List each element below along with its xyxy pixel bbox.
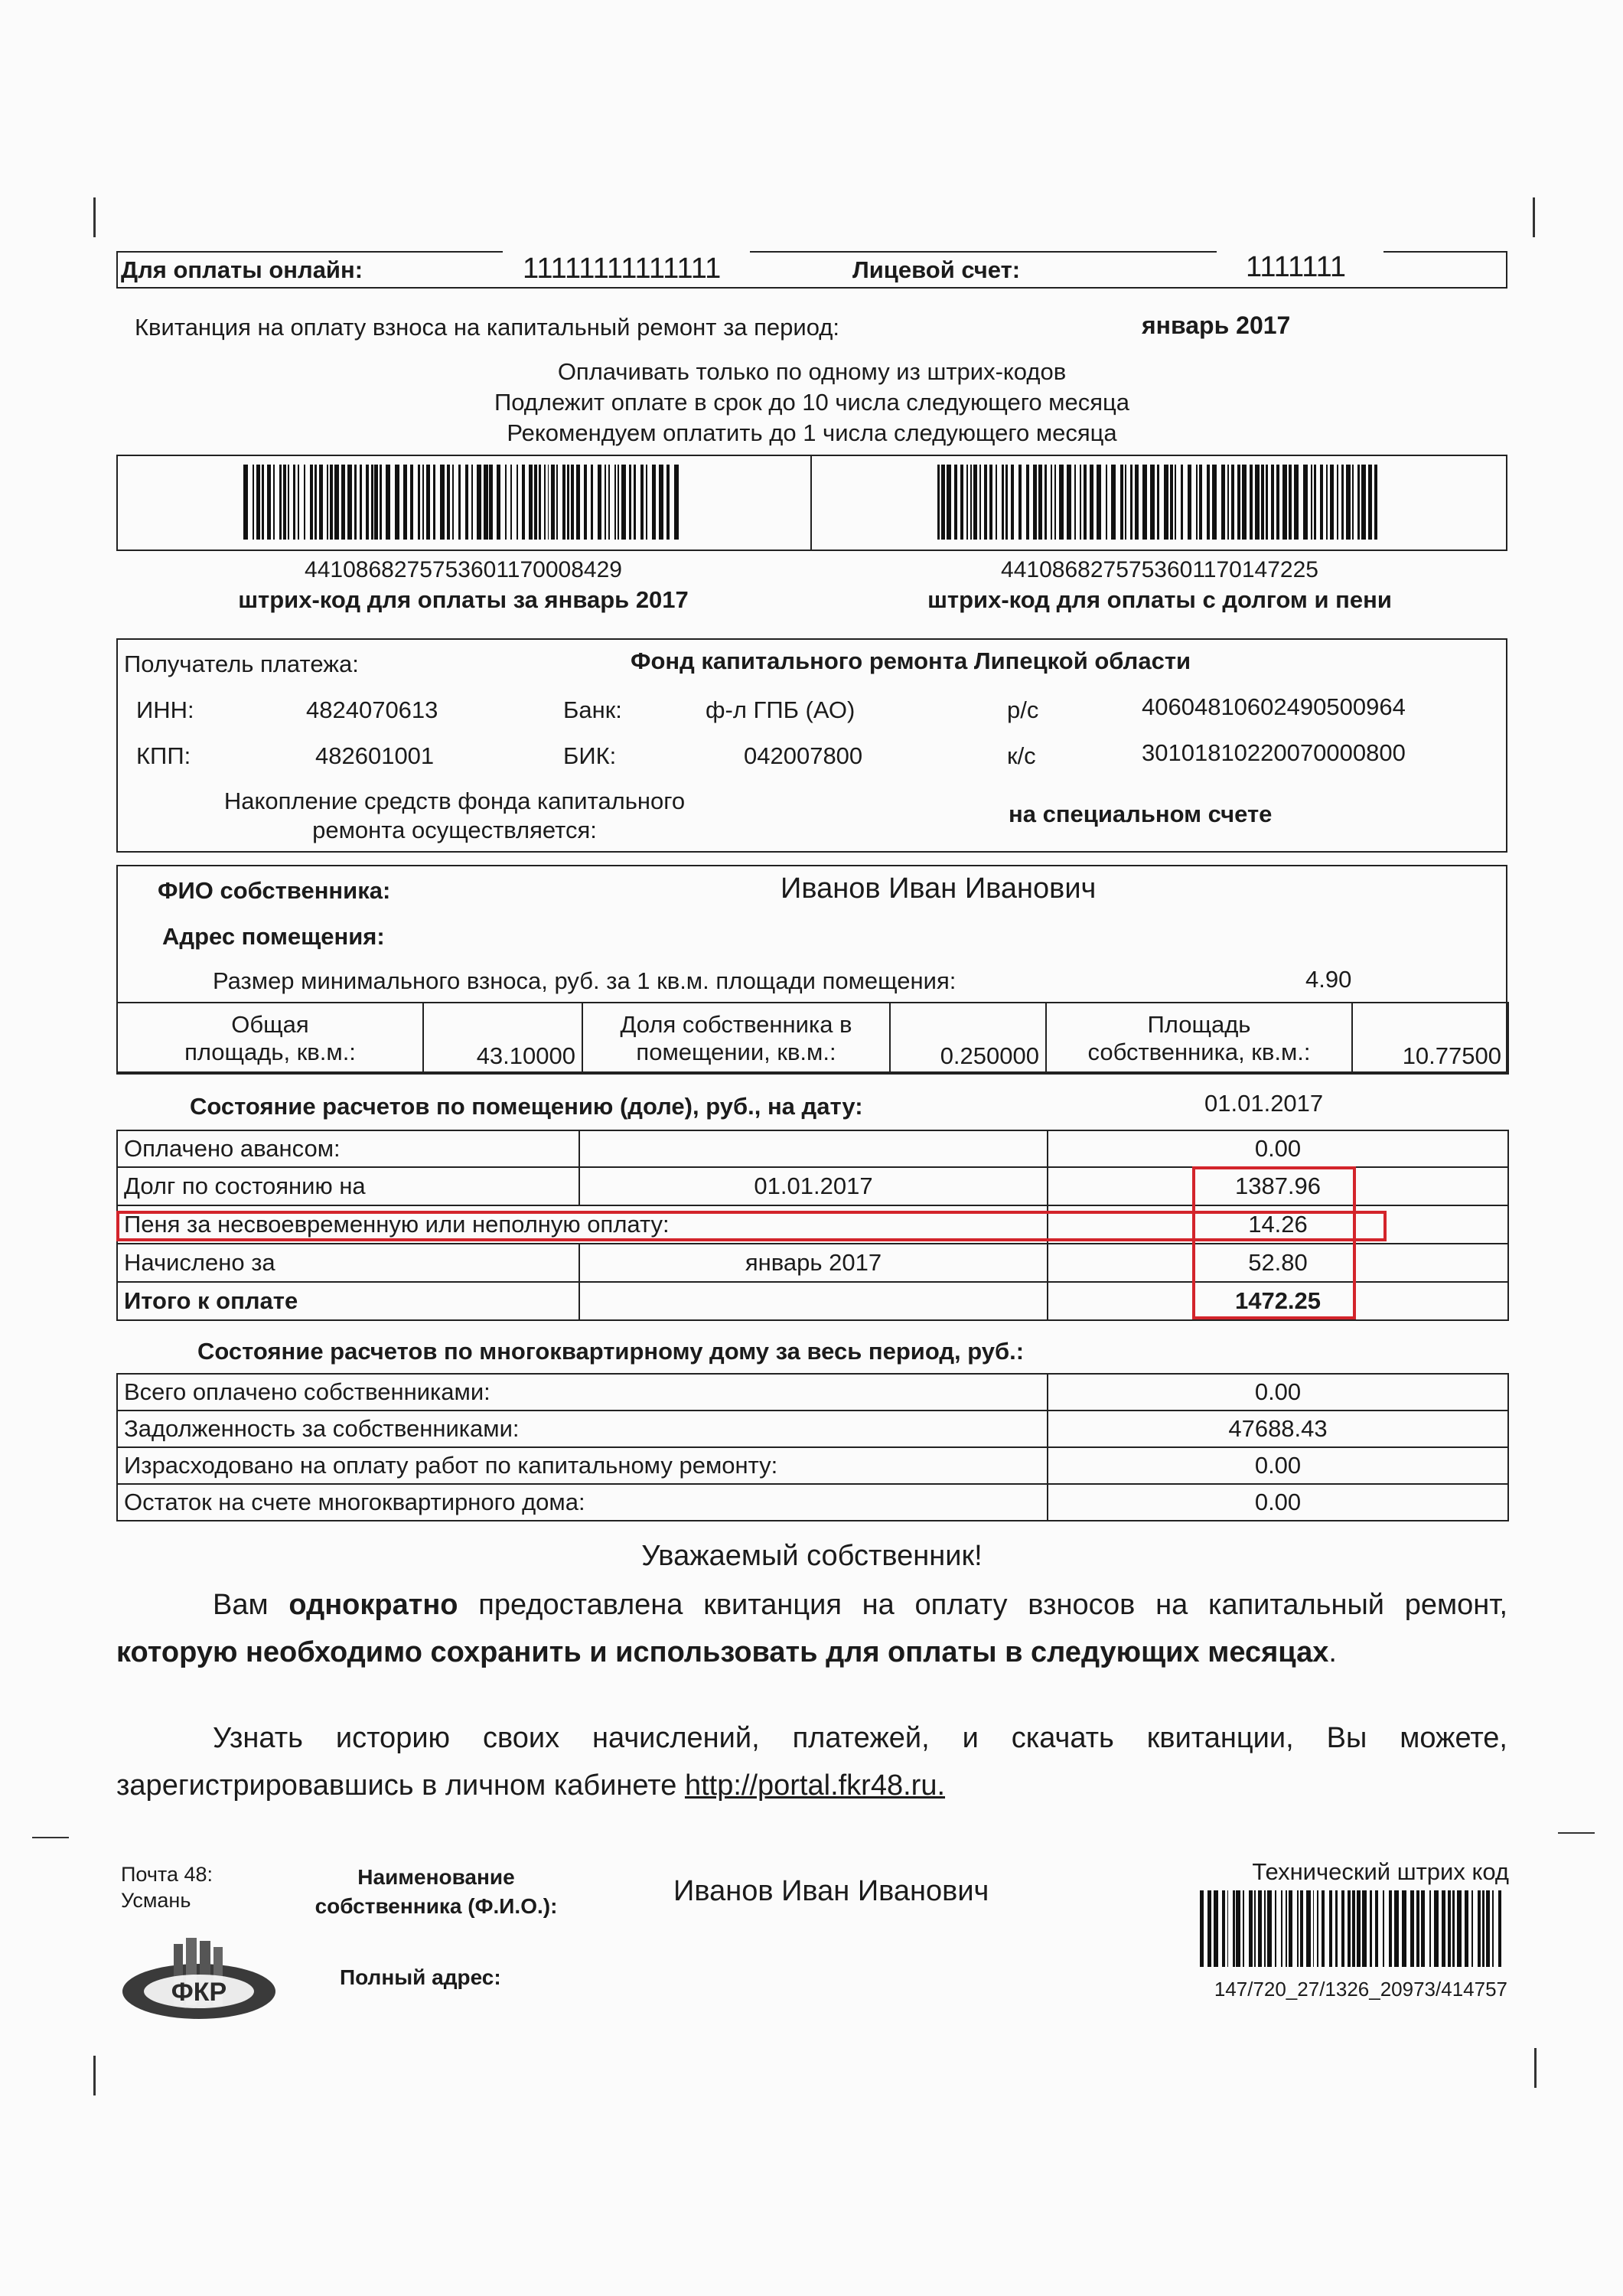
row-mid bbox=[579, 1130, 1048, 1167]
ks-value: 30101810220070000800 bbox=[1142, 739, 1406, 766]
online-label: Для оплаты онлайн: bbox=[121, 256, 363, 283]
owner-name-label-line: Наименование bbox=[357, 1865, 515, 1889]
row-label: Итого к оплате bbox=[117, 1282, 579, 1320]
row-mid bbox=[579, 1282, 1048, 1320]
owner-area-label-line: собственника, кв.м.: bbox=[1087, 1038, 1311, 1065]
technical-barcode bbox=[1200, 1890, 1504, 1967]
registration-mark bbox=[1533, 197, 1535, 237]
footer-owner-name: Иванов Иван Иванович bbox=[673, 1875, 989, 1907]
rs-value: 40604810602490500964 bbox=[1142, 693, 1406, 720]
row-value: 47688.43 bbox=[1048, 1411, 1508, 1447]
instruction-line: Подлежит оплате в срок до 10 числа следующего месяца bbox=[494, 389, 1130, 416]
row-label: Оплачено авансом: bbox=[117, 1130, 579, 1167]
min-fee-label: Размер минимального взноса, руб. за 1 кв.м. площади помещения: bbox=[213, 967, 957, 994]
barcode-bar bbox=[679, 465, 681, 540]
row-mid: январь 2017 bbox=[579, 1244, 1048, 1282]
tech-barcode-number: 147/720_27/1326_20973/414757 bbox=[1214, 1978, 1507, 2001]
barcode-right-number: 4410868275753601170147225 bbox=[1001, 557, 1318, 582]
accumulation-value: на специальном счете bbox=[1009, 801, 1273, 827]
settlement-title: Состояние расчетов по помещению (доле), руб., на дату: bbox=[190, 1093, 863, 1120]
notice-text: Узнать историю своих начислений, платежей, и скачать квитанции, Вы можете, зарегистрировавшись в личном кабинете bbox=[116, 1722, 1507, 1802]
notice-paragraph-1 bbox=[116, 1581, 1507, 1676]
row-value: 52.80 bbox=[1048, 1244, 1508, 1282]
accumulation-label-line: ремонта осуществляется: bbox=[312, 817, 597, 843]
header-top-line bbox=[116, 251, 503, 253]
row-label: Всего оплачено собственниками: bbox=[117, 1374, 1048, 1411]
accumulation-label bbox=[179, 787, 730, 845]
inn-label: ИНН: bbox=[136, 696, 194, 723]
row-value: 14.26 bbox=[1048, 1205, 1508, 1244]
row-value: 1472.25 bbox=[1048, 1282, 1508, 1320]
barcode-right-caption: штрих-код для оплаты с долгом и пени bbox=[927, 586, 1392, 613]
row-value: 1387.96 bbox=[1048, 1167, 1508, 1205]
owner-area-label-line: Площадь bbox=[1147, 1010, 1251, 1038]
ks-label: к/с bbox=[1007, 742, 1036, 769]
table-row bbox=[117, 1447, 1508, 1484]
table-row bbox=[117, 1130, 1508, 1167]
owner-area-label bbox=[1046, 1003, 1352, 1074]
kpp-value: 482601001 bbox=[315, 742, 435, 769]
row-label: Начислено за bbox=[117, 1244, 579, 1282]
barcode-bar bbox=[1501, 1890, 1504, 1967]
row-value: 0.00 bbox=[1048, 1484, 1508, 1521]
bank-value: ф-л ГПБ (АО) bbox=[706, 696, 855, 723]
notice-text: Вам bbox=[213, 1589, 289, 1621]
notice-greeting: Уважаемый собственник! bbox=[641, 1540, 983, 1572]
share-label bbox=[582, 1003, 890, 1074]
registration-mark bbox=[1558, 1832, 1595, 1834]
notice-emphasis: которую необходимо сохранить и использовать для оплаты в следующих месяцах bbox=[116, 1636, 1329, 1668]
post-line: Почта 48: bbox=[121, 1863, 213, 1886]
logo-graphic bbox=[119, 1936, 279, 2020]
building-table bbox=[116, 1373, 1509, 1521]
area-total-label-line: площадь, кв.м.: bbox=[184, 1038, 356, 1065]
period-label: Квитанция на оплату взноса на капитальный ремонт за период: bbox=[135, 314, 839, 341]
bik-value: 042007800 bbox=[744, 742, 863, 769]
highlight-penalty-row bbox=[116, 1211, 1387, 1241]
logo-letters: ФКР bbox=[171, 1978, 227, 2007]
bik-label: БИК: bbox=[563, 742, 617, 769]
table-row bbox=[117, 1374, 1508, 1411]
row-label: Остаток на счете многоквартирного дома: bbox=[117, 1484, 1048, 1521]
notice-text: . bbox=[1328, 1636, 1337, 1668]
row-value: 0.00 bbox=[1048, 1130, 1508, 1167]
highlight-amounts-box bbox=[1192, 1166, 1356, 1319]
barcode-divider bbox=[810, 455, 812, 551]
full-address-label: Полный адрес: bbox=[340, 1965, 501, 1989]
instruction-line: Рекомендуем оплатить до 1 числа следующего месяца bbox=[507, 419, 1117, 446]
share-label-line: Доля собственника в bbox=[620, 1010, 852, 1038]
row-label: Пеня за несвоевременную или неполную оплату: bbox=[117, 1205, 1048, 1244]
account-number: 1111111 bbox=[1246, 251, 1347, 283]
recipient-name: Фонд капитального ремонта Липецкой области bbox=[631, 647, 1191, 674]
row-mid: 01.01.2017 bbox=[579, 1167, 1048, 1205]
area-total-value: 43.10000 bbox=[423, 1003, 582, 1074]
row-label: Задолженность за собственниками: bbox=[117, 1411, 1048, 1447]
header-top-line bbox=[750, 251, 1217, 253]
payment-barcode-right bbox=[937, 465, 1380, 540]
header-top-line bbox=[1383, 251, 1507, 253]
table-row bbox=[117, 1484, 1508, 1521]
account-label: Лицевой счет: bbox=[852, 256, 1021, 283]
row-label: Долг по состоянию на bbox=[117, 1167, 579, 1205]
area-total-label-line: Общая bbox=[231, 1010, 309, 1038]
inn-value: 4824070613 bbox=[306, 696, 438, 723]
rs-label: р/с bbox=[1007, 696, 1039, 723]
barcode-bar bbox=[1377, 465, 1380, 540]
registration-mark bbox=[93, 197, 96, 237]
owner-area-value: 10.77500 bbox=[1352, 1003, 1508, 1074]
post-line: Усмань bbox=[121, 1889, 191, 1912]
notice-emphasis: однократно bbox=[288, 1589, 458, 1621]
barcode-left-caption: штрих-код для оплаты за январь 2017 bbox=[238, 586, 689, 613]
post-label bbox=[121, 1861, 213, 1913]
owner-name-label-line: собственника (Ф.И.О.): bbox=[314, 1894, 558, 1918]
share-value: 0.250000 bbox=[890, 1003, 1046, 1074]
table-row bbox=[117, 1411, 1508, 1447]
area-table bbox=[116, 1002, 1509, 1075]
online-code: 11111111111111 bbox=[523, 253, 722, 285]
period-value: январь 2017 bbox=[1142, 311, 1291, 339]
registration-mark bbox=[32, 1837, 69, 1838]
notice-text: предоставлена квитанция на оплату взносов на капитальный ремонт, bbox=[458, 1589, 1508, 1621]
fkr-logo bbox=[119, 1936, 279, 2020]
accumulation-label-line: Накопление средств фонда капитального bbox=[223, 788, 686, 814]
row-value: 0.00 bbox=[1048, 1447, 1508, 1484]
share-label-line: помещении, кв.м.: bbox=[636, 1038, 836, 1065]
min-fee-value: 4.90 bbox=[1305, 966, 1352, 993]
tech-barcode-label: Технический штрих код bbox=[1252, 1858, 1509, 1885]
row-value: 0.00 bbox=[1048, 1374, 1508, 1411]
payment-barcode-left bbox=[243, 465, 681, 540]
building-title: Состояние расчетов по многоквартирному дому за весь период, руб.: bbox=[197, 1338, 1025, 1365]
bank-label: Банк: bbox=[563, 696, 622, 723]
row-label: Израсходовано на оплату работ по капитальному ремонту: bbox=[117, 1447, 1048, 1484]
area-total-label bbox=[117, 1003, 423, 1074]
instruction-line: Оплачивать только по одному из штрих-кодов bbox=[557, 358, 1067, 385]
fio-value: Иванов Иван Иванович bbox=[781, 872, 1097, 905]
barcode-left-number: 4410868275753601170008429 bbox=[305, 557, 622, 582]
settlement-date: 01.01.2017 bbox=[1204, 1090, 1324, 1117]
address-label: Адрес помещения: bbox=[162, 923, 385, 950]
registration-mark bbox=[1534, 2048, 1537, 2088]
fio-label: ФИО собственника: bbox=[158, 877, 391, 904]
portal-link[interactable]: http://portal.fkr48.ru. bbox=[684, 1769, 946, 1802]
notice-paragraph-2 bbox=[116, 1714, 1507, 1809]
kpp-label: КПП: bbox=[136, 742, 191, 769]
instructions bbox=[116, 357, 1507, 448]
owner-name-label bbox=[291, 1863, 582, 1921]
recipient-label: Получатель платежа: bbox=[124, 651, 359, 677]
registration-mark bbox=[93, 2056, 96, 2095]
